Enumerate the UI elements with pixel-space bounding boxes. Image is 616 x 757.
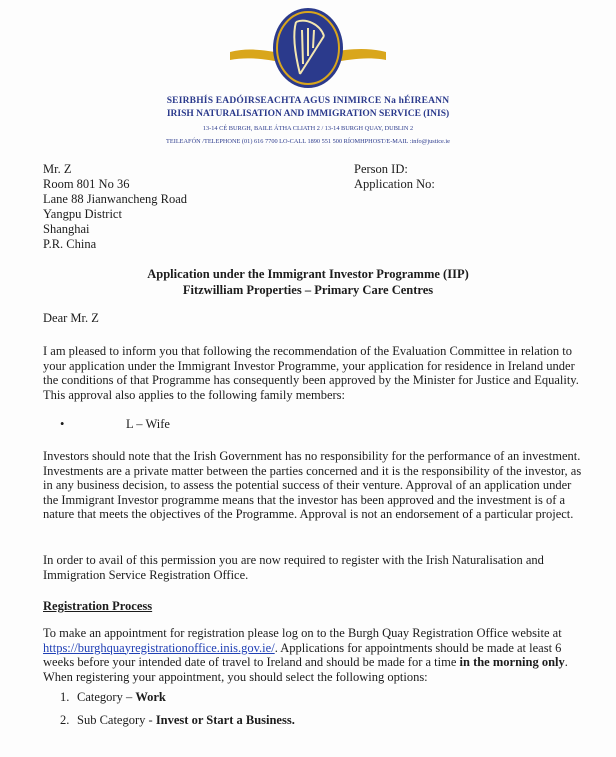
family-member-item	[60, 417, 170, 432]
approval-paragraph: I am pleased to inform you that following the recommendation of the Evaluation Committee in relation to your application under the Immigrant Investor Programme, your application for residence in Ireland under the conditions of that Programme has consequently been approved by the Minister for Justice and Equality. This approval also applies to the following family members:	[43, 344, 579, 402]
org-name-irish: SEIRBHÍS EADÓIRSEACHTA AGUS INIMIRCE Na hÉIREANN	[166, 96, 450, 106]
option-value: Work	[135, 690, 166, 704]
recipient-address	[43, 162, 187, 252]
person-id-label: Person ID:	[354, 162, 408, 176]
option-label: Category –	[77, 690, 136, 704]
subject-line-2: Fitzwilliam Properties – Primary Care Centres	[182, 282, 434, 297]
registration-intro-text: To make an appointment for registration please log on to the Burgh Quay Registration Office website at	[43, 626, 562, 640]
registration-heading: Registration Process	[43, 599, 153, 613]
registration-instructions	[43, 626, 587, 684]
disclaimer-paragraph: Investors should note that the Irish Government has no responsibility for the performance of an investment. Investments are a private matter between the parties concerned and it is the responsibility of the investor, as in any business decision, to assess the potential success of their venture. Approval of an application under the Immigrant Investor programme means that the investor has been approved and the investment is of a nature that meets the objectives of the Programme. Approval is not an endorsement of a particular project.	[43, 449, 582, 522]
option-item	[60, 690, 166, 705]
recipient-line: Yangpu District	[43, 207, 122, 221]
option-value: Invest or Start a Business.	[155, 713, 295, 727]
org-name-english: IRISH NATURALISATION AND IMMIGRATION SERVICE (INIS)	[166, 109, 450, 119]
salutation: Dear Mr. Z	[43, 311, 99, 325]
option-number: 1.	[60, 690, 70, 704]
option-item	[60, 713, 295, 728]
recipient-line: Room 801 No 36	[43, 177, 130, 191]
reference-block	[354, 162, 435, 192]
recipient-name: Mr. Z	[43, 162, 72, 176]
morning-only-text: in the morning only	[459, 655, 565, 670]
recipient-line: P.R. China	[43, 237, 97, 251]
option-label: Sub Category -	[77, 713, 156, 727]
registration-timing-text: . Applications for appointments should be made at least 6 weeks before your intended date of travel to Ireland and should be made for a time	[43, 640, 562, 670]
family-member-text: L – Wife	[126, 417, 170, 431]
recipient-line: Lane 88 Jianwancheng Road	[43, 192, 188, 206]
harp-emblem-icon	[0, 0, 616, 96]
application-no-label: Application No:	[354, 177, 435, 191]
registration-website-link[interactable]: https://burghquayregistrationoffice.inis.gov.ie/	[43, 640, 275, 655]
recipient-line: Shanghai	[43, 222, 90, 236]
option-number: 2.	[60, 713, 70, 727]
org-contact: TEILEAFÓN /TELEPHONE (01) 616 7700 LO-CALL 1890 551 500 RÍOMHPHOST/E-MAIL :info@justice.ie	[166, 138, 450, 145]
registration-requirement-paragraph: In order to avail of this permission you are now required to register with the Irish Naturalisation and Immigration Service Registration Office.	[43, 553, 544, 582]
bullet-icon: •	[60, 417, 65, 431]
letter-subject	[0, 267, 616, 298]
registration-options-intro: . When registering your appointment, you should select the following options:	[43, 655, 568, 684]
org-address: 13-14 CÉ BURGH, BAILE ÁTHA CLIATH 2 / 13-14 BURGH QUAY, DUBLIN 2	[202, 125, 414, 132]
subject-line-1: Application under the Immigrant Investor Programme (IIP)	[147, 267, 469, 281]
